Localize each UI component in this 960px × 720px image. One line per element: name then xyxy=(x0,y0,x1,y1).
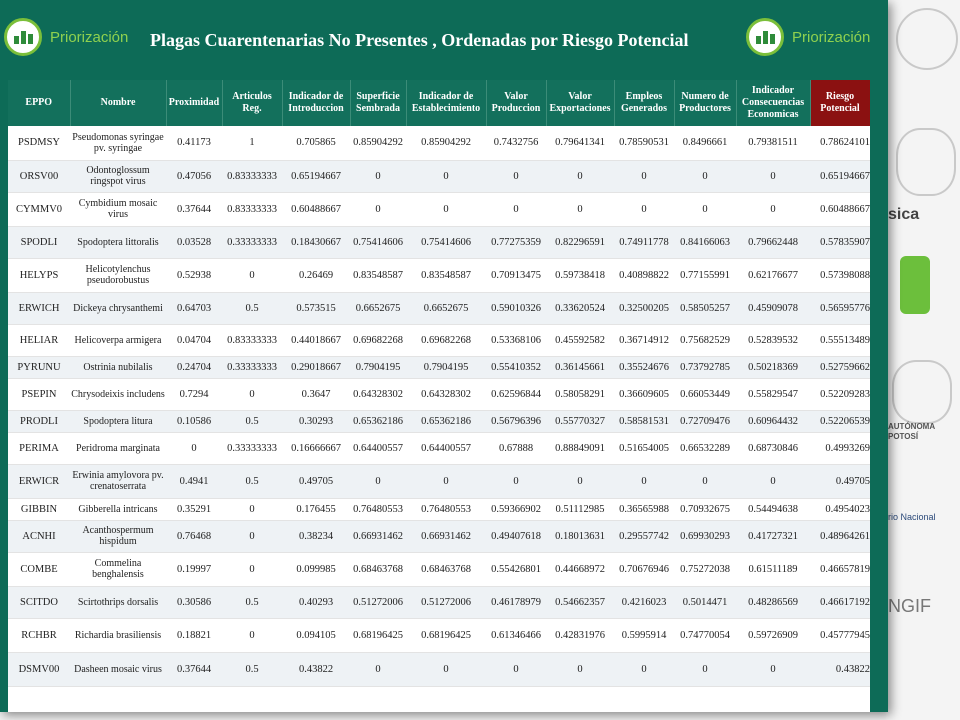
table-row xyxy=(8,432,870,464)
col-indicador-establecimiento-cell: 0 xyxy=(406,464,486,498)
col-nombre-cell: Spodoptera litura xyxy=(70,410,166,432)
col-valor-exportaciones-header: Valor Exportaciones xyxy=(546,80,614,126)
col-nombre-cell: Acanthospermum hispidum xyxy=(70,520,166,552)
col-nombre-cell: Cymbidium mosaic virus xyxy=(70,192,166,226)
col-indicador-introduccion-cell: 0.705865 xyxy=(282,126,350,160)
bar-chart-icon xyxy=(746,18,784,56)
mexico-seal-icon xyxy=(896,8,958,70)
col-valor-produccion-cell: 0.53368106 xyxy=(486,324,546,356)
col-proximidad-header: Proximidad xyxy=(166,80,222,126)
col-riesgo-cell: 0.55513489 xyxy=(810,324,870,356)
col-indicador-establecimiento-cell: 0 xyxy=(406,652,486,686)
col-consecuencias-cell: 0.54494638 xyxy=(736,498,810,520)
col-indicador-establecimiento-cell: 0.85904292 xyxy=(406,126,486,160)
col-valor-produccion-cell: 0.46178979 xyxy=(486,586,546,618)
col-proximidad-cell: 0.37644 xyxy=(166,652,222,686)
col-superficie-cell: 0.66931462 xyxy=(350,520,406,552)
col-riesgo-cell: 0.57835907 xyxy=(810,226,870,258)
col-articulos-cell: 0.5 xyxy=(222,464,282,498)
col-valor-produccion-cell: 0.55410352 xyxy=(486,356,546,378)
agency-seal-icon xyxy=(896,128,956,196)
col-superficie-header: Superficie Sembrada xyxy=(350,80,406,126)
col-eppo-cell: PSDMSY xyxy=(8,126,70,160)
table-row xyxy=(8,160,870,192)
col-indicador-establecimiento-cell: 0.68196425 xyxy=(406,618,486,652)
col-proximidad-cell: 0.04704 xyxy=(166,324,222,356)
col-indicador-introduccion-cell: 0.30293 xyxy=(282,410,350,432)
col-valor-produccion-cell: 0.7432756 xyxy=(486,126,546,160)
col-empleos-cell: 0 xyxy=(614,464,674,498)
col-valor-produccion-cell: 0.59010326 xyxy=(486,292,546,324)
col-empleos-cell: 0.78590531 xyxy=(614,126,674,160)
col-indicador-introduccion-cell: 0.60488667 xyxy=(282,192,350,226)
col-proximidad-cell: 0.24704 xyxy=(166,356,222,378)
col-numero-productores-cell: 0.75682529 xyxy=(674,324,736,356)
col-eppo-cell: PRODLI xyxy=(8,410,70,432)
table-row xyxy=(8,378,870,410)
col-riesgo-cell: 0.46657819 xyxy=(810,552,870,586)
col-consecuencias-cell: 0.68730846 xyxy=(736,432,810,464)
col-empleos-cell: 0 xyxy=(614,160,674,192)
col-proximidad-cell: 0.64703 xyxy=(166,292,222,324)
table-row xyxy=(8,126,870,160)
col-superficie-cell: 0.7904195 xyxy=(350,356,406,378)
table-row xyxy=(8,226,870,258)
col-consecuencias-cell: 0.50218369 xyxy=(736,356,810,378)
col-eppo-cell: PSEPIN xyxy=(8,378,70,410)
col-empleos-cell: 0.35524676 xyxy=(614,356,674,378)
col-eppo-cell: PERIMA xyxy=(8,432,70,464)
col-proximidad-cell: 0.19997 xyxy=(166,552,222,586)
col-proximidad-cell: 0.7294 xyxy=(166,378,222,410)
table-row xyxy=(8,498,870,520)
col-eppo-cell: COMBE xyxy=(8,552,70,586)
col-indicador-establecimiento-cell: 0.64400557 xyxy=(406,432,486,464)
col-nombre-cell: Dickeya chrysanthemi xyxy=(70,292,166,324)
col-eppo-cell: GIBBIN xyxy=(8,498,70,520)
table-row xyxy=(8,192,870,226)
col-riesgo-cell: 0.65194667 xyxy=(810,160,870,192)
col-proximidad-cell: 0.35291 xyxy=(166,498,222,520)
col-nombre-header: Nombre xyxy=(70,80,166,126)
col-valor-exportaciones-cell: 0 xyxy=(546,192,614,226)
col-indicador-establecimiento-header: Indicador de Establecimiento xyxy=(406,80,486,126)
col-eppo-cell: ACNHI xyxy=(8,520,70,552)
col-empleos-header: Empleos Generados xyxy=(614,80,674,126)
university-seal-icon xyxy=(892,360,952,424)
col-indicador-establecimiento-cell: 0.76480553 xyxy=(406,498,486,520)
col-riesgo-cell: 0.49705 xyxy=(810,464,870,498)
col-eppo-header: EPPO xyxy=(8,80,70,126)
col-nombre-cell: Pseudomonas syringae pv. syringae xyxy=(70,126,166,160)
col-valor-exportaciones-cell: 0 xyxy=(546,464,614,498)
col-indicador-establecimiento-cell: 0.7904195 xyxy=(406,356,486,378)
col-indicador-establecimiento-cell: 0.51272006 xyxy=(406,586,486,618)
col-nombre-cell: Helicoverpa armigera xyxy=(70,324,166,356)
col-articulos-cell: 0.5 xyxy=(222,586,282,618)
col-superficie-cell: 0.85904292 xyxy=(350,126,406,160)
col-proximidad-cell: 0.4941 xyxy=(166,464,222,498)
table-row xyxy=(8,356,870,378)
col-nombre-cell: Erwinia amylovora pv. crenatoserrata xyxy=(70,464,166,498)
col-indicador-introduccion-cell: 0.65194667 xyxy=(282,160,350,192)
table-row xyxy=(8,586,870,618)
col-superficie-cell: 0 xyxy=(350,192,406,226)
col-nombre-cell: Chrysodeixis includens xyxy=(70,378,166,410)
col-indicador-introduccion-cell: 0.094105 xyxy=(282,618,350,652)
col-indicador-establecimiento-cell: 0.65362186 xyxy=(406,410,486,432)
col-riesgo-cell: 0.52759662 xyxy=(810,356,870,378)
col-valor-produccion-cell: 0 xyxy=(486,652,546,686)
partner-badge-icon xyxy=(900,256,930,314)
col-articulos-header: Articulos Reg. xyxy=(222,80,282,126)
col-numero-productores-cell: 0.74770054 xyxy=(674,618,736,652)
col-eppo-cell: CYMMV0 xyxy=(8,192,70,226)
col-articulos-cell: 0 xyxy=(222,552,282,586)
col-valor-exportaciones-cell: 0.82296591 xyxy=(546,226,614,258)
col-superficie-cell: 0.83548587 xyxy=(350,258,406,292)
col-empleos-cell: 0.32500205 xyxy=(614,292,674,324)
col-superficie-cell: 0 xyxy=(350,464,406,498)
col-articulos-cell: 0 xyxy=(222,498,282,520)
col-proximidad-cell: 0.76468 xyxy=(166,520,222,552)
col-indicador-introduccion-cell: 0.43822 xyxy=(282,652,350,686)
col-superficie-cell: 0.64328302 xyxy=(350,378,406,410)
col-articulos-cell: 0 xyxy=(222,520,282,552)
col-articulos-cell: 0.5 xyxy=(222,292,282,324)
col-valor-exportaciones-cell: 0 xyxy=(546,160,614,192)
col-riesgo-cell: 0.60488667 xyxy=(810,192,870,226)
col-numero-productores-cell: 0 xyxy=(674,464,736,498)
col-numero-productores-cell: 0.73792785 xyxy=(674,356,736,378)
col-valor-produccion-cell: 0.56796396 xyxy=(486,410,546,432)
col-superficie-cell: 0.68196425 xyxy=(350,618,406,652)
table-row xyxy=(8,618,870,652)
col-riesgo-cell: 0.57398088 xyxy=(810,258,870,292)
col-indicador-establecimiento-cell: 0.83548587 xyxy=(406,258,486,292)
partner-text-autonoma: AUTÓNOMA xyxy=(888,422,936,431)
col-valor-produccion-cell: 0.67888 xyxy=(486,432,546,464)
col-valor-produccion-cell: 0.62596844 xyxy=(486,378,546,410)
col-valor-exportaciones-cell: 0.79641341 xyxy=(546,126,614,160)
col-nombre-cell: Commelina benghalensis xyxy=(70,552,166,586)
col-indicador-establecimiento-cell: 0.66931462 xyxy=(406,520,486,552)
col-proximidad-cell: 0.30586 xyxy=(166,586,222,618)
col-riesgo-cell: 0.4993269 xyxy=(810,432,870,464)
col-consecuencias-cell: 0.79662448 xyxy=(736,226,810,258)
col-proximidad-cell: 0 xyxy=(166,432,222,464)
col-superficie-cell: 0.75414606 xyxy=(350,226,406,258)
table-header xyxy=(8,80,870,126)
risk-table-container xyxy=(8,80,870,712)
col-superficie-cell: 0.65362186 xyxy=(350,410,406,432)
col-nombre-cell: Gibberella intricans xyxy=(70,498,166,520)
col-consecuencias-cell: 0 xyxy=(736,464,810,498)
col-riesgo-header: Riesgo Potencial xyxy=(810,80,870,126)
col-valor-exportaciones-cell: 0.88849091 xyxy=(546,432,614,464)
col-numero-productores-cell: 0.8496661 xyxy=(674,126,736,160)
col-nombre-cell: Dasheen mosaic virus xyxy=(70,652,166,686)
col-riesgo-cell: 0.46617192 xyxy=(810,586,870,618)
col-articulos-cell: 0.5 xyxy=(222,410,282,432)
col-riesgo-cell: 0.78624101 xyxy=(810,126,870,160)
table-row xyxy=(8,258,870,292)
col-riesgo-cell: 0.52209283 xyxy=(810,378,870,410)
col-proximidad-cell: 0.41173 xyxy=(166,126,222,160)
table-row xyxy=(8,464,870,498)
col-indicador-establecimiento-cell: 0 xyxy=(406,192,486,226)
col-indicador-introduccion-cell: 0.26469 xyxy=(282,258,350,292)
col-superficie-cell: 0.68463768 xyxy=(350,552,406,586)
col-riesgo-cell: 0.45777945 xyxy=(810,618,870,652)
col-numero-productores-cell: 0.84166063 xyxy=(674,226,736,258)
col-valor-produccion-cell: 0 xyxy=(486,464,546,498)
col-valor-exportaciones-cell: 0.58058291 xyxy=(546,378,614,410)
col-empleos-cell: 0.51654005 xyxy=(614,432,674,464)
col-empleos-cell: 0.36565988 xyxy=(614,498,674,520)
col-valor-produccion-cell: 0.49407618 xyxy=(486,520,546,552)
col-nombre-cell: Spodoptera littoralis xyxy=(70,226,166,258)
col-consecuencias-cell: 0.60964432 xyxy=(736,410,810,432)
col-eppo-cell: SPODLI xyxy=(8,226,70,258)
col-nombre-cell: Helicotylenchus pseudorobustus xyxy=(70,258,166,292)
col-articulos-cell: 0.33333333 xyxy=(222,356,282,378)
col-numero-productores-header: Numero de Productores xyxy=(674,80,736,126)
col-indicador-introduccion-cell: 0.29018667 xyxy=(282,356,350,378)
col-valor-produccion-cell: 0 xyxy=(486,192,546,226)
col-eppo-cell: SCITDO xyxy=(8,586,70,618)
col-indicador-establecimiento-cell: 0.68463768 xyxy=(406,552,486,586)
col-indicador-introduccion-cell: 0.40293 xyxy=(282,586,350,618)
col-empleos-cell: 0.70676946 xyxy=(614,552,674,586)
table-row xyxy=(8,652,870,686)
col-nombre-cell: Peridroma marginata xyxy=(70,432,166,464)
col-indicador-introduccion-cell: 0.44018667 xyxy=(282,324,350,356)
col-eppo-cell: RCHBR xyxy=(8,618,70,652)
col-indicador-establecimiento-cell: 0.6652675 xyxy=(406,292,486,324)
priorizacion-logo-right xyxy=(746,18,870,56)
col-superficie-cell: 0 xyxy=(350,652,406,686)
col-numero-productores-cell: 0.5014471 xyxy=(674,586,736,618)
col-articulos-cell: 0.5 xyxy=(222,652,282,686)
col-consecuencias-cell: 0.62176677 xyxy=(736,258,810,292)
col-consecuencias-cell: 0.61511189 xyxy=(736,552,810,586)
col-valor-exportaciones-cell: 0.55770327 xyxy=(546,410,614,432)
col-numero-productores-cell: 0.66053449 xyxy=(674,378,736,410)
col-valor-exportaciones-cell: 0.36145661 xyxy=(546,356,614,378)
col-valor-exportaciones-cell: 0.18013631 xyxy=(546,520,614,552)
table-body xyxy=(8,126,870,686)
partner-text-nacional: rio Nacional xyxy=(888,512,936,522)
col-numero-productores-cell: 0.72709476 xyxy=(674,410,736,432)
col-superficie-cell: 0.69682268 xyxy=(350,324,406,356)
partner-text-potosi: POTOSÍ xyxy=(888,432,919,441)
col-eppo-cell: ORSV00 xyxy=(8,160,70,192)
col-empleos-cell: 0 xyxy=(614,192,674,226)
col-empleos-cell: 0.5995914 xyxy=(614,618,674,652)
col-consecuencias-cell: 0.59726909 xyxy=(736,618,810,652)
col-riesgo-cell: 0.52206539 xyxy=(810,410,870,432)
col-indicador-introduccion-cell: 0.099985 xyxy=(282,552,350,586)
header-row xyxy=(8,80,870,126)
col-valor-produccion-cell: 0.55426801 xyxy=(486,552,546,586)
col-riesgo-cell: 0.48964261 xyxy=(810,520,870,552)
col-articulos-cell: 0.33333333 xyxy=(222,432,282,464)
page-title: Plagas Cuarentenarias No Presentes , Ordenadas por Riesgo Potencial xyxy=(150,30,689,50)
col-numero-productores-cell: 0.58505257 xyxy=(674,292,736,324)
logo-label-left: Priorización xyxy=(50,28,129,46)
col-proximidad-cell: 0.18821 xyxy=(166,618,222,652)
col-numero-productores-cell: 0 xyxy=(674,192,736,226)
col-indicador-introduccion-cell: 0.3647 xyxy=(282,378,350,410)
col-valor-produccion-cell: 0.77275359 xyxy=(486,226,546,258)
col-consecuencias-header: Indicador Consecuencias Economicas xyxy=(736,80,810,126)
col-riesgo-cell: 0.56595776 xyxy=(810,292,870,324)
col-valor-produccion-cell: 0.59366902 xyxy=(486,498,546,520)
col-numero-productores-cell: 0.77155991 xyxy=(674,258,736,292)
col-empleos-cell: 0.58581531 xyxy=(614,410,674,432)
col-valor-exportaciones-cell: 0.42831976 xyxy=(546,618,614,652)
col-indicador-introduccion-cell: 0.18430667 xyxy=(282,226,350,258)
col-superficie-cell: 0.51272006 xyxy=(350,586,406,618)
col-numero-productores-cell: 0.70932675 xyxy=(674,498,736,520)
col-articulos-cell: 0.83333333 xyxy=(222,192,282,226)
col-proximidad-cell: 0.52938 xyxy=(166,258,222,292)
col-indicador-establecimiento-cell: 0.64328302 xyxy=(406,378,486,410)
col-valor-exportaciones-cell: 0.45592582 xyxy=(546,324,614,356)
col-eppo-cell: DSMV00 xyxy=(8,652,70,686)
col-valor-exportaciones-cell: 0.33620524 xyxy=(546,292,614,324)
col-empleos-cell: 0.40898822 xyxy=(614,258,674,292)
col-numero-productores-cell: 0.75272038 xyxy=(674,552,736,586)
background-slide xyxy=(886,0,960,720)
col-consecuencias-cell: 0.48286569 xyxy=(736,586,810,618)
col-nombre-cell: Richardia brasiliensis xyxy=(70,618,166,652)
col-consecuencias-cell: 0.45909078 xyxy=(736,292,810,324)
col-indicador-establecimiento-cell: 0.75414606 xyxy=(406,226,486,258)
col-valor-exportaciones-cell: 0 xyxy=(546,652,614,686)
col-empleos-cell: 0.36714912 xyxy=(614,324,674,356)
col-eppo-cell: ERWICR xyxy=(8,464,70,498)
col-numero-productores-cell: 0.69930293 xyxy=(674,520,736,552)
col-riesgo-cell: 0.43822 xyxy=(810,652,870,686)
col-superficie-cell: 0.76480553 xyxy=(350,498,406,520)
table-row xyxy=(8,410,870,432)
col-numero-productores-cell: 0 xyxy=(674,160,736,192)
col-indicador-establecimiento-cell: 0.69682268 xyxy=(406,324,486,356)
col-articulos-cell: 1 xyxy=(222,126,282,160)
partner-logo-sica: sica xyxy=(888,206,920,223)
col-valor-produccion-cell: 0 xyxy=(486,160,546,192)
col-consecuencias-cell: 0 xyxy=(736,192,810,226)
col-indicador-introduccion-cell: 0.176455 xyxy=(282,498,350,520)
risk-table xyxy=(8,80,870,687)
col-empleos-cell: 0 xyxy=(614,652,674,686)
table-row xyxy=(8,292,870,324)
col-articulos-cell: 0.83333333 xyxy=(222,160,282,192)
col-indicador-introduccion-cell: 0.49705 xyxy=(282,464,350,498)
priorizacion-logo-left xyxy=(4,18,128,56)
col-nombre-cell: Odontoglossum ringspot virus xyxy=(70,160,166,192)
table-row xyxy=(8,552,870,586)
col-superficie-cell: 0.64400557 xyxy=(350,432,406,464)
col-proximidad-cell: 0.03528 xyxy=(166,226,222,258)
col-consecuencias-cell: 0.52839532 xyxy=(736,324,810,356)
col-indicador-introduccion-header: Indicador de Introduccion xyxy=(282,80,350,126)
col-consecuencias-cell: 0.55829547 xyxy=(736,378,810,410)
col-eppo-cell: ERWICH xyxy=(8,292,70,324)
col-indicador-introduccion-cell: 0.16666667 xyxy=(282,432,350,464)
col-eppo-cell: HELYPS xyxy=(8,258,70,292)
col-valor-exportaciones-cell: 0.44668972 xyxy=(546,552,614,586)
col-empleos-cell: 0.74911778 xyxy=(614,226,674,258)
col-valor-produccion-cell: 0.61346466 xyxy=(486,618,546,652)
col-superficie-cell: 0 xyxy=(350,160,406,192)
slide-header xyxy=(0,0,888,80)
col-indicador-establecimiento-cell: 0 xyxy=(406,160,486,192)
col-consecuencias-cell: 0.41727321 xyxy=(736,520,810,552)
col-empleos-cell: 0.36609605 xyxy=(614,378,674,410)
logo-label-right: Priorización xyxy=(792,28,871,46)
col-indicador-introduccion-cell: 0.573515 xyxy=(282,292,350,324)
col-numero-productores-cell: 0 xyxy=(674,652,736,686)
col-superficie-cell: 0.6652675 xyxy=(350,292,406,324)
col-valor-produccion-header: Valor Produccion xyxy=(486,80,546,126)
col-consecuencias-cell: 0.79381511 xyxy=(736,126,810,160)
col-indicador-introduccion-cell: 0.38234 xyxy=(282,520,350,552)
col-nombre-cell: Ostrinia nubilalis xyxy=(70,356,166,378)
bar-chart-icon xyxy=(4,18,42,56)
col-articulos-cell: 0.83333333 xyxy=(222,324,282,356)
col-riesgo-cell: 0.4954023 xyxy=(810,498,870,520)
col-articulos-cell: 0 xyxy=(222,618,282,652)
col-articulos-cell: 0.33333333 xyxy=(222,226,282,258)
col-consecuencias-cell: 0 xyxy=(736,160,810,192)
col-valor-exportaciones-cell: 0.51112985 xyxy=(546,498,614,520)
col-proximidad-cell: 0.47056 xyxy=(166,160,222,192)
col-proximidad-cell: 0.10586 xyxy=(166,410,222,432)
col-valor-exportaciones-cell: 0.54662357 xyxy=(546,586,614,618)
col-consecuencias-cell: 0 xyxy=(736,652,810,686)
table-row xyxy=(8,520,870,552)
col-articulos-cell: 0 xyxy=(222,258,282,292)
col-empleos-cell: 0.29557742 xyxy=(614,520,674,552)
col-valor-exportaciones-cell: 0.59738418 xyxy=(546,258,614,292)
col-numero-productores-cell: 0.66532289 xyxy=(674,432,736,464)
col-proximidad-cell: 0.37644 xyxy=(166,192,222,226)
col-eppo-cell: PYRUNU xyxy=(8,356,70,378)
col-articulos-cell: 0 xyxy=(222,378,282,410)
table-row xyxy=(8,324,870,356)
col-empleos-cell: 0.4216023 xyxy=(614,586,674,618)
col-eppo-cell: HELIAR xyxy=(8,324,70,356)
col-valor-produccion-cell: 0.70913475 xyxy=(486,258,546,292)
partner-logo-ngif: NGIF xyxy=(888,596,931,616)
col-nombre-cell: Scirtothrips dorsalis xyxy=(70,586,166,618)
